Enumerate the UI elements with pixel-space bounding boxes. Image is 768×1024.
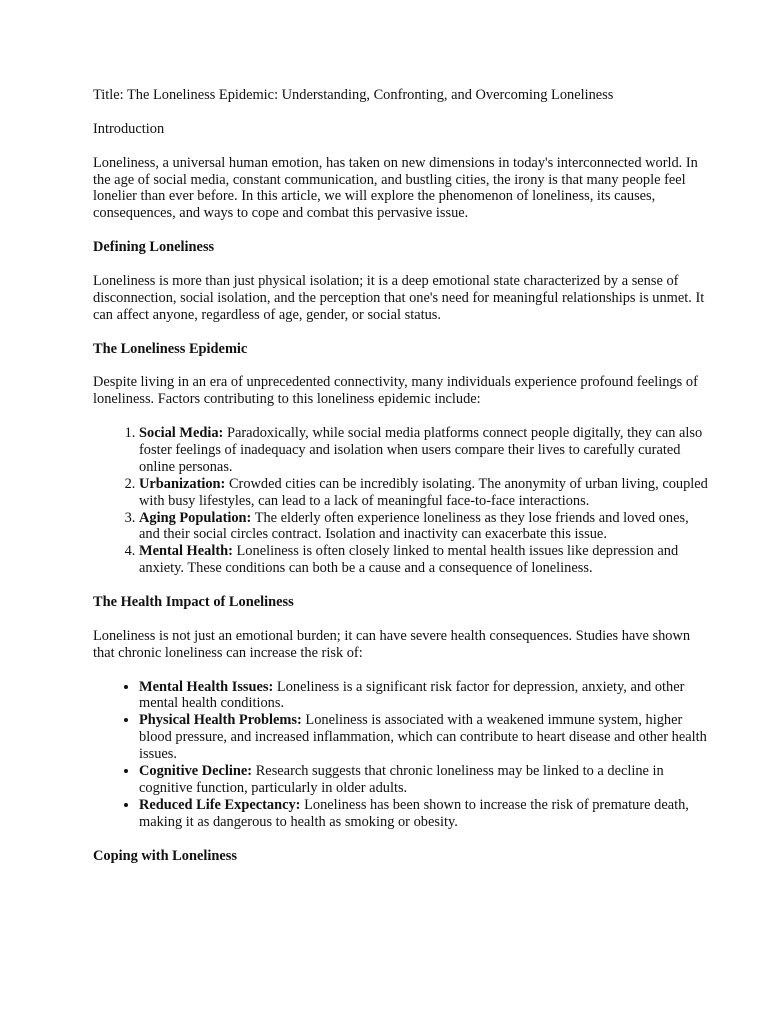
list-item-text: Loneliness is associated with a weakened immune system, higher blood pressure, and increased inflammation, which can contribute to heart disease and other health issues. <box>139 712 707 763</box>
document-title: Title: The Loneliness Epidemic: Understanding, Confronting, and Overcoming Loneliness <box>93 87 614 103</box>
list-item <box>139 543 708 577</box>
list-item-term: Aging Population: <box>139 509 252 526</box>
risks-list <box>93 679 708 831</box>
section-heading-loneliness-epidemic: The Loneliness Epidemic <box>93 340 248 357</box>
section-heading-introduction: Introduction <box>93 120 165 137</box>
defining-loneliness-paragraph: Loneliness is more than just physical isolation; it is a deep emotional state characterized by a sense of disconnection, social isolation, and the perception that one's need for meaningful relationships is unmet. It can affect anyone, regardless of age, gender, or social status. <box>93 272 705 323</box>
list-item-text: Loneliness has been shown to increase the risk of premature death, making it as dangerous to health as smoking or obesity. <box>139 796 689 830</box>
loneliness-epidemic-paragraph: Despite living in an era of unprecedented connectivity, many individuals experience profound feelings of loneliness. Factors contributing to this loneliness epidemic include: <box>93 374 698 408</box>
list-item <box>139 679 708 713</box>
section-heading-defining-loneliness: Defining Loneliness <box>93 239 215 256</box>
list-item-term: Cognitive Decline: <box>139 763 253 780</box>
list-item-term: Mental Health Issues: <box>139 678 274 695</box>
list-item-text: Loneliness is a significant risk factor for depression, anxiety, and other mental health conditions. <box>139 678 685 712</box>
list-item-text: Crowded cities can be incredibly isolating. The anonymity of urban living, coupled with busy lifestyles, can lead to a lack of meaningful face-to-face interactions. <box>139 475 708 509</box>
list-item-text: Loneliness is often closely linked to mental health issues like depression and anxiety. These conditions can both be a cause and a consequence of loneliness. <box>139 543 679 577</box>
list-item-text: The elderly often experience loneliness as they lose friends and loved ones, and their social circles contract. Isolation and inactivity can exacerbate this issue. <box>139 509 689 543</box>
list-item <box>139 797 708 831</box>
factors-list <box>93 425 708 577</box>
list-item <box>139 763 708 797</box>
list-item <box>139 712 708 763</box>
list-item <box>139 425 708 476</box>
list-item-term: Reduced Life Expectancy: <box>139 796 301 813</box>
section-heading-coping: Coping with Loneliness <box>93 847 237 864</box>
list-item-text: Paradoxically, while social media platforms connect people digitally, they can also foster feelings of inadequacy and isolation when users compare their lives to carefully curated online personas. <box>139 425 703 475</box>
section-heading-health-impact: The Health Impact of Loneliness <box>93 594 294 611</box>
list-item-term: Mental Health: <box>139 543 233 560</box>
list-item <box>139 476 708 510</box>
introduction-paragraph: Loneliness, a universal human emotion, has taken on new dimensions in today's interconnected world. In the age of social media, constant communication, and bustling cities, the irony is that many people feel lonelier than ever before. In this article, we will explore the phenomenon of loneliness, its causes, consequences, and ways to cope and combat this pervasive issue. <box>93 154 698 222</box>
list-item <box>139 510 708 544</box>
list-item-term: Urbanization: <box>139 475 226 492</box>
list-item-term: Physical Health Problems: <box>139 712 302 729</box>
list-item-text: Research suggests that chronic loneliness may be linked to a decline in cognitive function, particularly in older adults. <box>139 763 664 796</box>
list-item-term: Social Media: <box>139 425 224 442</box>
health-impact-paragraph: Loneliness is not just an emotional burden; it can have severe health consequences. Studies have shown that chronic loneliness can increase the risk of: <box>93 627 691 661</box>
